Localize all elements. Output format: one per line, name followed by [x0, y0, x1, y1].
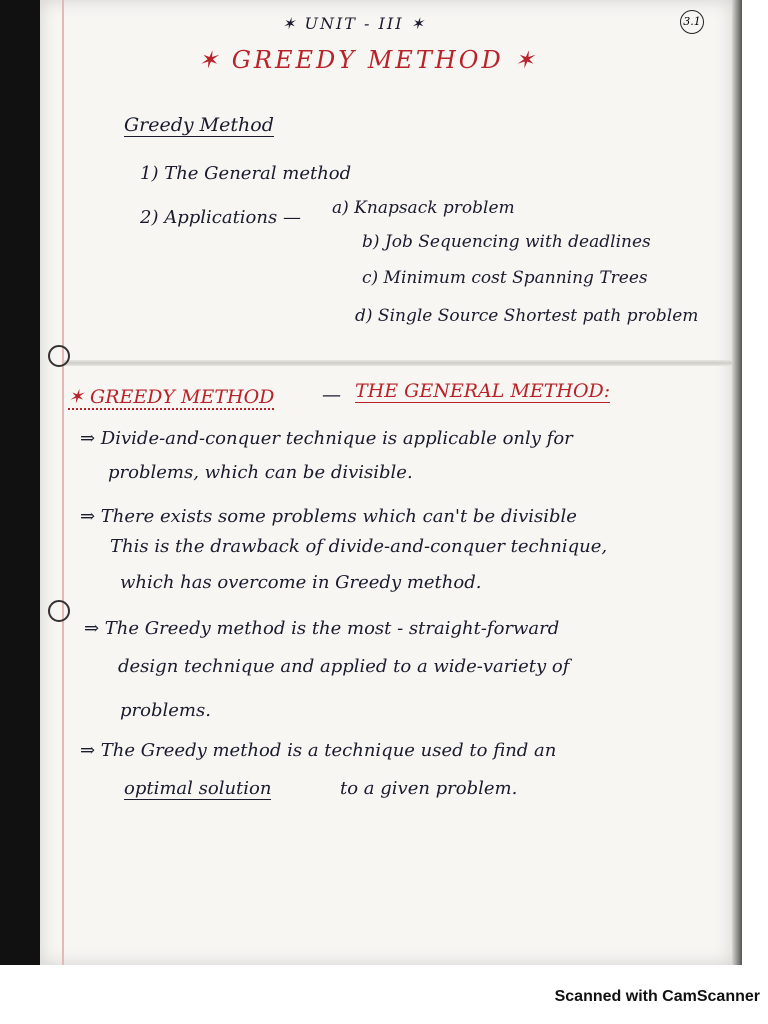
- app-shortest-path: d) Single Source Shortest path problem: [355, 306, 699, 326]
- body-underlined-phrase: optimal solution: [124, 778, 272, 799]
- section-heading-dash: —: [322, 384, 341, 406]
- page-fold: [64, 360, 732, 366]
- body-line: ⇒ There exists some problems which can't be divisible: [80, 506, 577, 527]
- page-number: 3.1: [680, 10, 704, 34]
- body-line: This is the drawback of divide-and-conquer technique,: [110, 536, 608, 557]
- unit-heading: ✶ UNIT - III ✶: [282, 14, 426, 33]
- toc-item-applications: 2) Applications —: [140, 207, 301, 228]
- toc-item-general-method: 1) The General method: [140, 163, 352, 184]
- body-line: ⇒ Divide-and-conquer technique is applicable only for: [80, 428, 573, 449]
- body-line: ⇒ The Greedy method is a technique used to find an: [80, 740, 557, 761]
- margin-line: [62, 0, 64, 965]
- binder-ring-icon: [48, 345, 70, 367]
- body-line: which has overcome in Greedy method.: [120, 572, 482, 593]
- section-heading-left: ✶ GREEDY METHOD: [68, 386, 275, 408]
- binder-ring-icon: [48, 600, 70, 622]
- app-knapsack: a) Knapsack problem: [332, 198, 515, 218]
- body-line: problems.: [120, 700, 211, 721]
- page-edge: [732, 0, 742, 965]
- camscanner-watermark: Scanned with CamScanner: [554, 988, 760, 1005]
- page-title: ✶ GREEDY METHOD ✶: [198, 46, 538, 74]
- section-heading-right: THE GENERAL METHOD:: [355, 380, 611, 402]
- body-line: to a given problem.: [340, 778, 518, 799]
- toc-heading: Greedy Method: [124, 114, 274, 136]
- body-line: design technique and applied to a wide-variety of: [118, 656, 570, 677]
- body-line: ⇒ The Greedy method is the most - straight-forward: [84, 618, 560, 639]
- app-mst: c) Minimum cost Spanning Trees: [362, 268, 648, 288]
- app-job-sequencing: b) Job Sequencing with deadlines: [362, 232, 651, 252]
- body-line: problems, which can be divisible.: [108, 462, 413, 483]
